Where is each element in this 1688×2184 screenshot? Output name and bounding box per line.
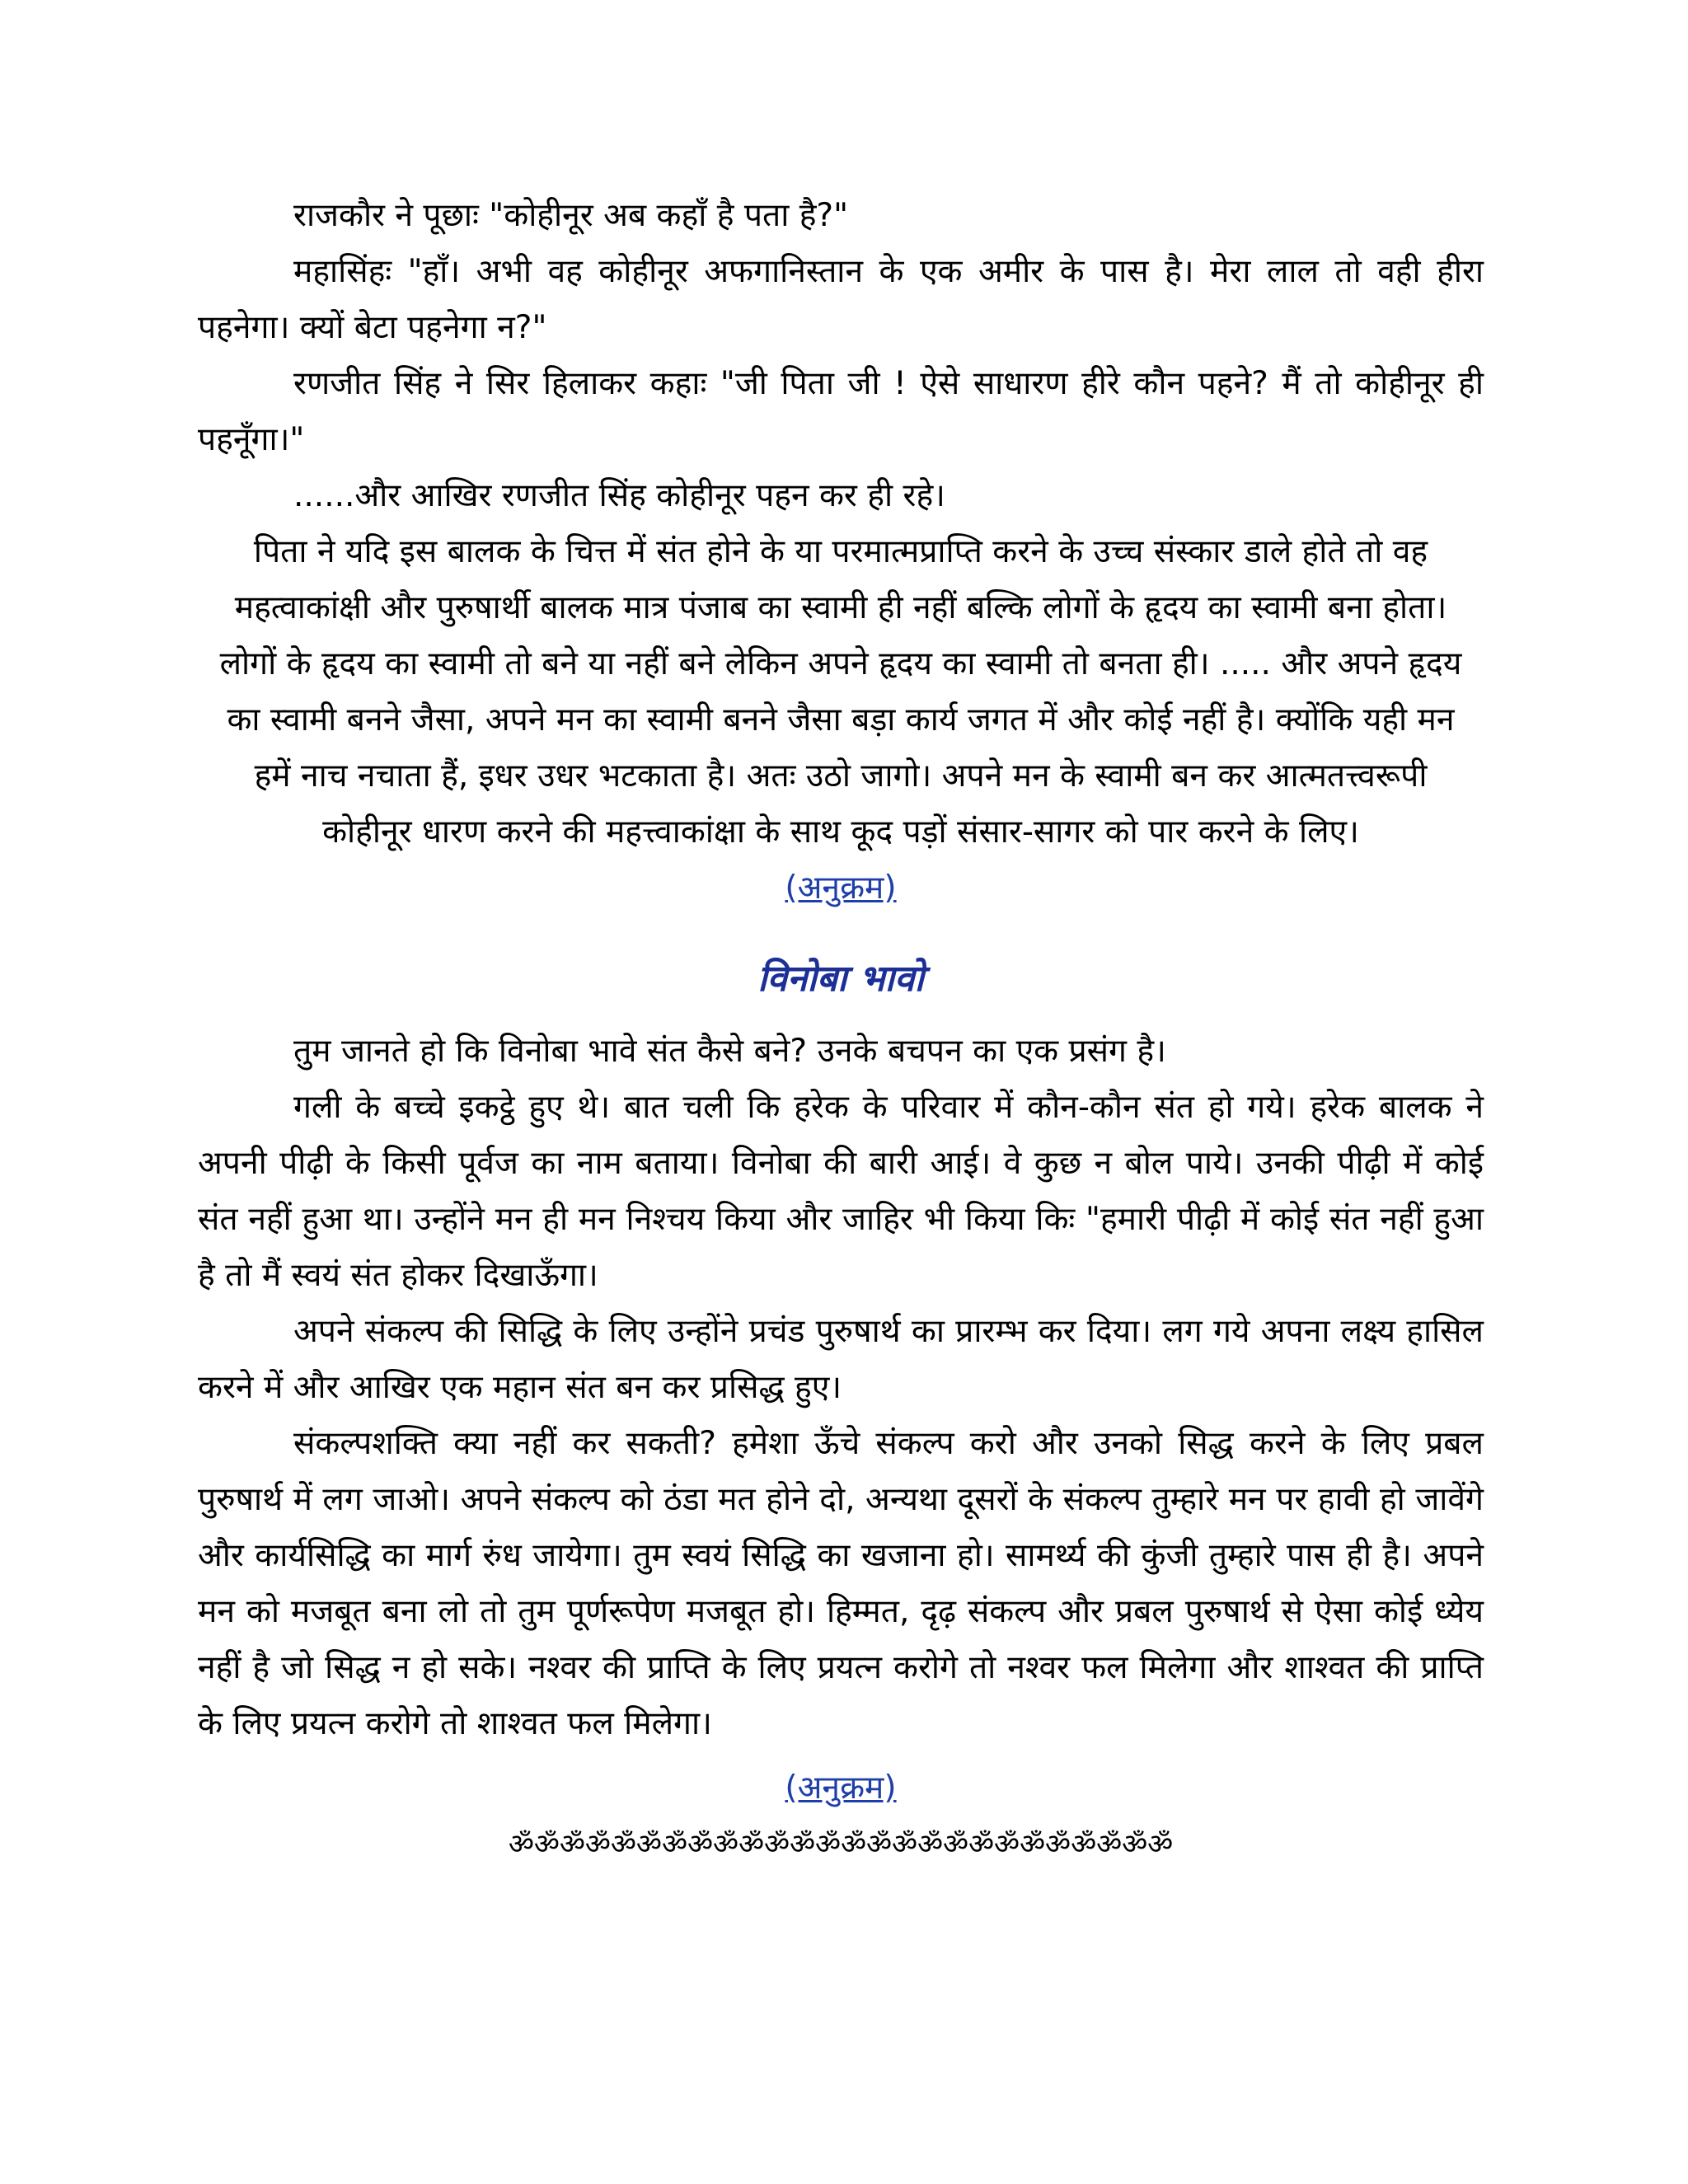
index-link[interactable]: (अनुक्रम) bbox=[785, 869, 897, 907]
index-link-line bbox=[198, 1760, 1484, 1816]
page-content bbox=[198, 188, 1484, 1872]
story-paragraph: तुम जानते हो कि विनोबा भावे संत कैसे बने? उनके बचपन का एक प्रसंग है। bbox=[293, 1033, 1166, 1070]
story-paragraph: संकल्पशक्ति क्या नहीं कर सकती? हमेशा ऊँचे संकल्प करो और उनको सिद्ध करने के लिए प्रबल पुरुषार्थ में लग जाओ। अपने संकल्प को ठंडा मत होने दो, अन्यथा दूसरों के संकल्प तुम्हारे मन पर हावी हो जावेंगे और कार्यसिद्धि का मार्ग रुंध जायेगा। तुम स्वयं सिद्धि का खजाना हो। सामर्थ्य की कुंजी तुम्हारे पास ही है। अपने मन को मजबूत बना लो तो तुम पूर्णरूपेण मजबूत हो। हिम्मत, दृढ़ संकल्प और प्रबल पुरुषार्थ से ऐसा कोई ध्येय नहीं है जो सिद्ध न हो सके। नश्वर की प्राप्ति के लिए प्रयत्न करोगे तो नश्वर फल मिलेगा और शाश्वत की प्राप्ति के लिए प्रयत्न करोगे तो शाश्वत फल मिलेगा। bbox=[198, 1425, 1484, 1742]
dialogue-paragraph: रणजीत सिंह ने सिर हिलाकर कहाः "जी पिता जी ! ऐसे साधारण हीरे कौन पहने? मैं तो कोहीनूर ही पहनूँगा।" bbox=[198, 365, 1484, 458]
dialogue-paragraph: ......और आखिर रणजीत सिंह कोहीनूर पहन कर ही रहे। bbox=[293, 477, 945, 514]
index-link-line bbox=[198, 860, 1484, 916]
story-paragraph: गली के बच्चे इकट्ठे हुए थे। बात चली कि हरेक के परिवार में कौन-कौन संत हो गये। हरेक बालक ने अपनी पीढ़ी के किसी पूर्वज का नाम बताया। विनोबा की बारी आई। वे कुछ न बोल पाये। उनकी पीढ़ी में कोई संत नहीं हुआ था। उन्होंने मन ही मन निश्चय किया और जाहिर भी किया किः "हमारी पीढ़ी में कोई संत नहीं हुआ है तो मैं स्वयं संत होकर दिखाऊँगा। bbox=[198, 1089, 1484, 1294]
section-heading: विनोबा भावो bbox=[757, 958, 924, 1000]
dialogue-paragraph: महासिंहः "हाँ। अभी वह कोहीनूर अफगानिस्तान के एक अमीर के पास है। मेरा लाल तो वही हीरा पहनेगा। क्यों बेटा पहनेगा न?" bbox=[198, 253, 1484, 346]
om-separator: ॐॐॐॐॐॐॐॐॐॐॐॐॐॐॐॐॐॐॐॐॐॐॐॐॐॐ bbox=[508, 1828, 1174, 1861]
index-link[interactable]: (अनुक्रम) bbox=[785, 1769, 897, 1807]
story-paragraph: अपने संकल्प की सिद्धि के लिए उन्होंने प्रचंड पुरुषार्थ का प्रारम्भ कर दिया। लग गये अपना लक्ष्य हासिल करने में और आखिर एक महान संत बन कर प्रसिद्ध हुए। bbox=[198, 1313, 1484, 1406]
moral-paragraph: पिता ने यदि इस बालक के चित्त में संत होने के या परमात्मप्राप्ति करने के उच्च संस्कार डाले होते तो वह महत्वाकांक्षी और पुरुषार्थी बालक मात्र पंजाब का स्वामी ही नहीं बल्कि लोगों के हृदय का स्वामी बना होता। लोगों के हृदय का स्वामी तो बने या नहीं बने लेकिन अपने हृदय का स्वामी तो बनता ही। ..... और अपने हृदय का स्वामी बनने जैसा, अपने मन का स्वामी बनने जैसा बड़ा कार्य जगत में और कोई नहीं है। क्योंकि यही मन हमें नाच नचाता हैं, इधर उधर भटकाता है। अतः उठो जागो। अपने मन के स्वामी बन कर आत्मतत्त्वरूपी कोहीनूर धारण करने की महत्त्वाकांक्षा के साथ कूद पड़ों संसार-सागर को पार करने के लिए। bbox=[219, 533, 1462, 851]
dialogue-paragraph: राजकौर ने पूछाः "कोहीनूर अब कहाँ है पता है?" bbox=[293, 197, 849, 234]
